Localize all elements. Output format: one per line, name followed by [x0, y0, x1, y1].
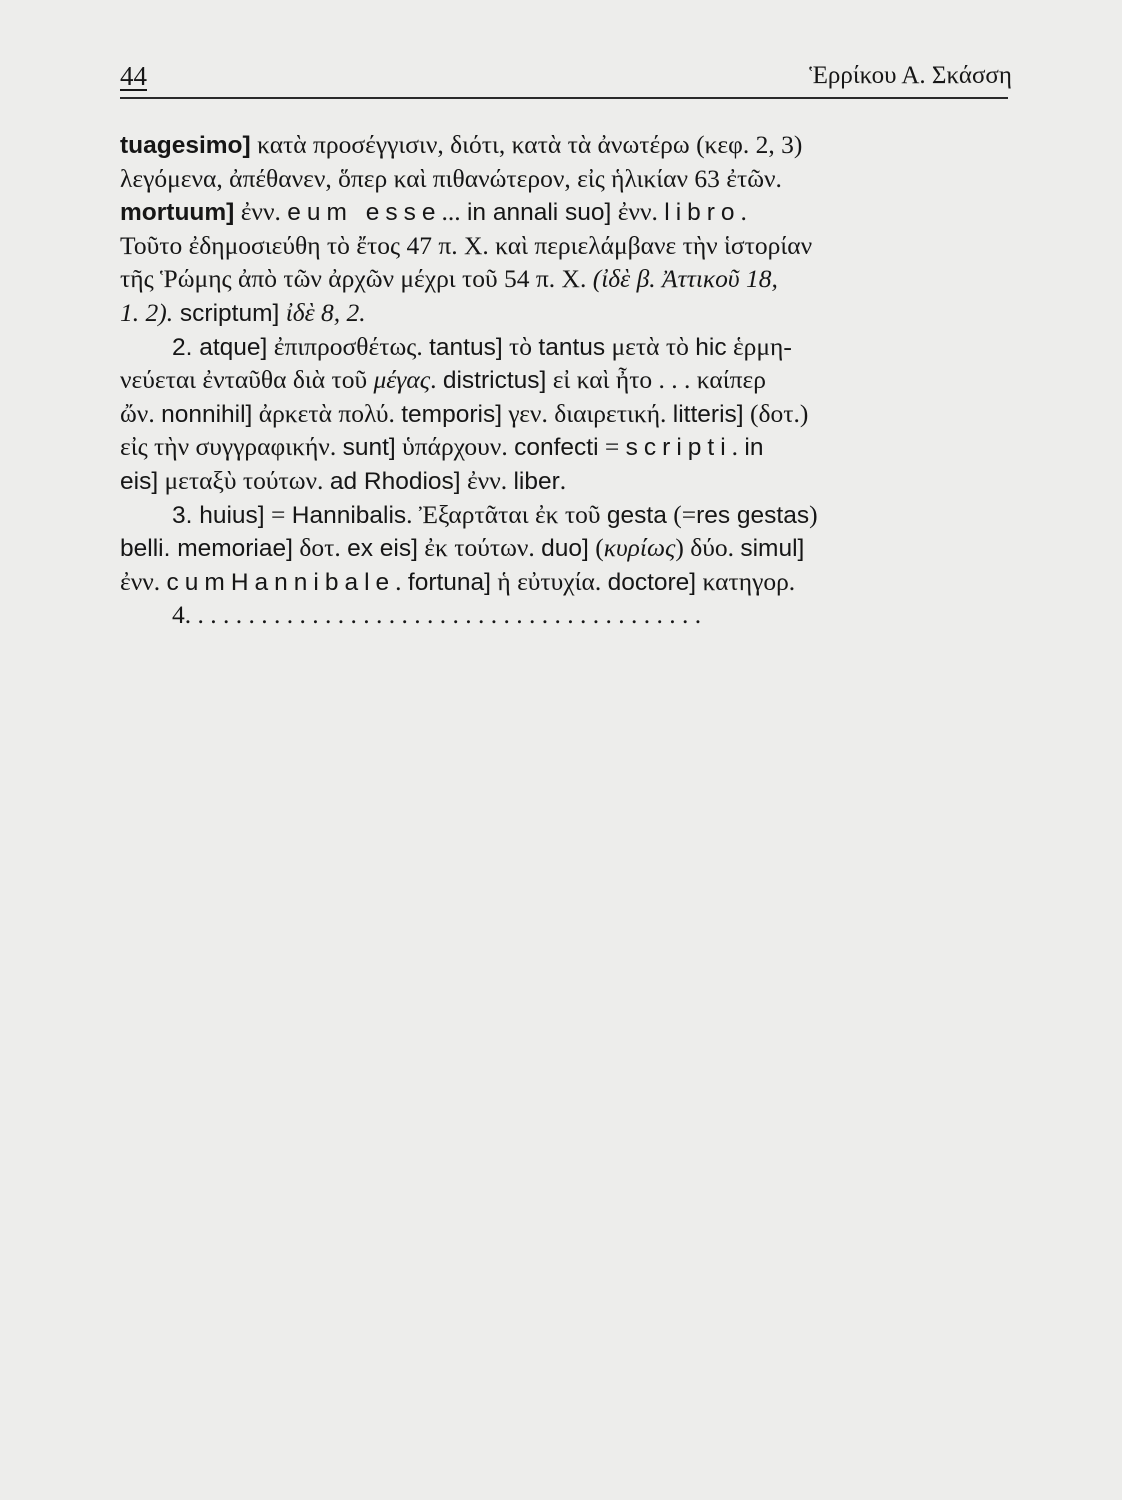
text-line: [120, 498, 1020, 532]
text-segment: 1. 2).: [120, 297, 174, 327]
text-line: [120, 598, 1020, 632]
text-segment: tuagesimo]: [120, 132, 251, 159]
text-segment: .: [559, 465, 567, 495]
text-segment: ): [809, 499, 818, 529]
text-segment: εἰς τὴν συγγραφικήν.: [120, 432, 343, 462]
text-line: [120, 531, 1020, 565]
text-segment: doctore]: [607, 568, 697, 596]
text-segment: ὤν.: [120, 398, 162, 428]
text-segment: ὑπάρχουν.: [395, 432, 515, 462]
text-line: [120, 430, 1020, 464]
text-segment: .: [740, 197, 747, 227]
text-segment: .: [731, 432, 745, 462]
text-segment: (δοτ.): [743, 398, 809, 428]
text-segment: νεύεται ἐνταῦθα διὰ τοῦ: [120, 365, 374, 395]
text-segment: districtus]: [442, 367, 547, 395]
text-segment: ἑρμη-: [726, 331, 792, 361]
text-line: [120, 397, 1020, 431]
text-segment: hic: [695, 333, 727, 361]
text-segment: ad Rhodios]: [329, 467, 461, 495]
text-line: [120, 262, 1020, 296]
text-segment: κατὰ προσέγγισιν, διότι, κατὰ τὰ ἀνωτέρω (κεφ. 2, 3): [250, 130, 803, 159]
text-segment: scripti: [625, 434, 732, 462]
text-segment: γεν. διαιρετική.: [502, 398, 673, 428]
text-segment: libro: [664, 199, 741, 227]
header-rule: [120, 97, 1008, 99]
running-title: Ἑρρίκου Α. Σκάσση: [809, 62, 1012, 89]
text-segment: ex eis]: [347, 535, 418, 563]
page-number: 44: [120, 61, 147, 91]
text-segment: Hannibalis: [291, 501, 407, 529]
text-segment: nonnihil]: [161, 400, 253, 428]
text-segment: ἰδὲ 8, 2.: [279, 297, 366, 327]
text-segment: ἡ εὐτυχία.: [491, 566, 608, 596]
text-segment: μετὰ τὸ: [605, 331, 696, 361]
text-segment: litteris]: [672, 400, 744, 428]
text-segment: temporis]: [401, 400, 503, 428]
text-segment: κατηγορ.: [696, 566, 796, 596]
text-segment: =: [264, 499, 292, 529]
text-segment: fortuna]: [407, 568, 491, 596]
text-segment: δοτ.: [292, 533, 348, 563]
text-line: [120, 363, 1020, 397]
text-segment: ἐνν.: [120, 566, 167, 596]
text-segment: tantus]: [429, 333, 503, 361]
text-segment: 4. . . . . . . . . . . . . . . . . . . . . . . . . . . . . . . . . . . . . . . . .: [172, 600, 702, 630]
text-segment: confecti: [514, 434, 599, 462]
text-segment: .: [395, 566, 408, 596]
text-segment: κυρίως: [603, 533, 676, 563]
text-segment: μεταξὺ τούτων.: [158, 465, 330, 495]
text-segment: 2. atque]: [172, 333, 268, 361]
text-segment: sunt]: [342, 434, 396, 462]
text-line: [120, 195, 1020, 229]
text-line: [120, 229, 1020, 263]
text-segment: belli. memoriae]: [120, 535, 293, 563]
text-segment: simul]: [740, 535, 805, 563]
text-segment: ) δύο.: [675, 533, 741, 563]
text-segment: τὸ: [502, 331, 539, 361]
text-segment: mortuum]: [120, 199, 235, 227]
text-segment: eum esse: [287, 199, 442, 227]
text-segment: ἐπιπροσθέτως.: [267, 331, 430, 361]
text-segment: eis]: [120, 467, 159, 495]
text-segment: ἐνν.: [611, 197, 665, 227]
text-segment: λεγόμενα, ἀπέθανεν, ὅπερ καὶ πιθανώτερον, εἰς ἡλικίαν 63 ἐτῶν.: [120, 163, 782, 193]
text-line: [120, 296, 1020, 330]
text-segment: scriptum]: [173, 299, 280, 327]
page-header: [120, 58, 1012, 98]
text-segment: Τοῦτο ἐδημοσιεύθη τὸ ἔτος 47 π. Χ. καὶ περιελάμβανε τὴν ἱστορίαν: [120, 230, 813, 260]
text-segment: =: [598, 432, 626, 462]
text-segment: (ἰδὲ β. Ἀττικοῦ 18,: [592, 264, 778, 294]
text-segment: 3. huius]: [172, 501, 265, 529]
text-segment: gesta: [606, 501, 667, 529]
text-segment: . Ἐξαρτᾶται ἐκ τοῦ: [406, 499, 607, 529]
text-segment: res gestas: [696, 501, 810, 529]
text-segment: ἀρκετὰ πολύ.: [252, 398, 402, 428]
text-segment: in annali suo]: [466, 199, 612, 227]
text-segment: ἐνν.: [234, 197, 288, 227]
text-line: [120, 162, 1020, 196]
text-segment: ἐκ τούτων.: [417, 533, 542, 563]
text-line: [120, 565, 1020, 599]
text-segment: in: [744, 434, 764, 462]
commentary-text: [120, 128, 1020, 632]
text-segment: (: [588, 533, 604, 563]
text-segment: cumHannibale: [166, 568, 396, 596]
text-line: [120, 464, 1020, 498]
text-segment: .: [430, 365, 443, 395]
text-segment: ἐνν.: [460, 465, 514, 495]
text-segment: duo]: [541, 535, 589, 563]
text-segment: τῆς Ῥώμης ἀπὸ τῶν ἀρχῶν μέχρι τοῦ 54 π. Χ.: [120, 264, 593, 294]
text-line: [120, 330, 1020, 364]
text-segment: tantus: [538, 333, 606, 361]
text-segment: liber: [513, 467, 560, 495]
text-segment: ...: [441, 197, 467, 227]
text-segment: μέγας: [373, 365, 431, 395]
text-segment: εἰ καὶ ἦτο . . . καίπερ: [546, 365, 766, 395]
text-line: [120, 128, 1020, 162]
text-segment: (=: [666, 499, 697, 529]
